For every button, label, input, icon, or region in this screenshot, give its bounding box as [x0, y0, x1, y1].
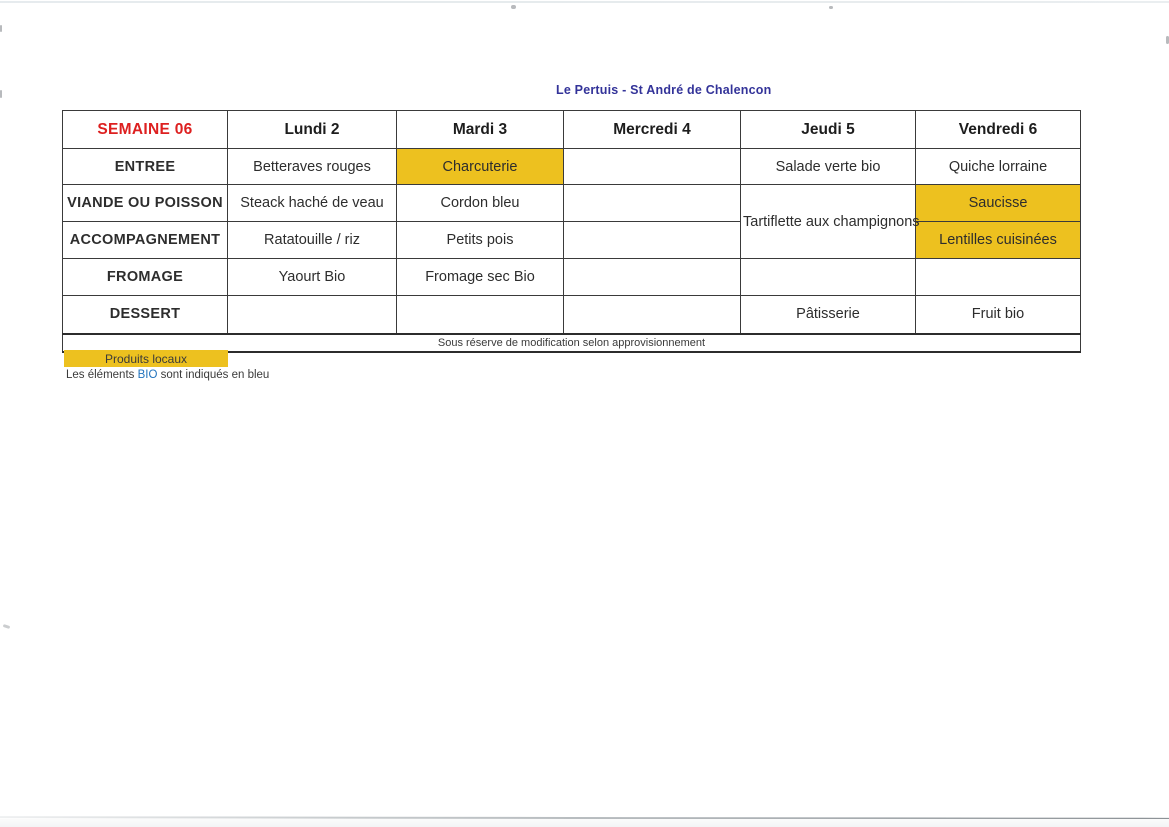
cell-viande-mercredi — [564, 185, 741, 222]
cell-entree-mercredi — [564, 149, 741, 185]
day-header-mardi: Mardi 3 — [397, 111, 564, 149]
cell-dessert-jeudi: Pâtisserie — [741, 296, 916, 334]
scan-speck — [511, 5, 516, 9]
cell-entree-vendredi: Quiche lorraine — [916, 149, 1081, 185]
day-header-mercredi: Mercredi 4 — [564, 111, 741, 149]
legend-bio-note — [66, 369, 269, 381]
scan-speck — [3, 624, 11, 629]
day-header-jeudi: Jeudi 5 — [741, 111, 916, 149]
row-label-accompagnement: ACCOMPAGNEMENT — [63, 222, 228, 259]
cell-jeudi-merged: Tartiflette aux champignons — [741, 185, 916, 259]
row-label-fromage: FROMAGE — [63, 259, 228, 296]
cell-viande-vendredi: Saucisse — [916, 185, 1081, 222]
header-row — [63, 111, 1081, 149]
footer-note-row — [63, 334, 1081, 352]
cell-fromage-vendredi — [916, 259, 1081, 296]
cell-accompagnement-vendredi: Lentilles cuisinées — [916, 222, 1081, 259]
legend-local-label: Produits locaux — [104, 351, 188, 366]
cell-dessert-mercredi — [564, 296, 741, 334]
cell-viande-lundi: Steack haché de veau — [228, 185, 397, 222]
cell-fromage-lundi: Yaourt Bio — [228, 259, 397, 296]
cell-entree-lundi: Betteraves rouges — [228, 149, 397, 185]
cell-accompagnement-lundi: Ratatouille / riz — [228, 222, 397, 259]
row-dessert — [63, 296, 1081, 334]
scan-speck — [0, 90, 2, 98]
cell-fromage-mercredi — [564, 259, 741, 296]
legend-local-bar — [64, 350, 228, 367]
legend-bio-prefix: Les éléments — [66, 369, 138, 381]
footer-note: Sous réserve de modification selon approvisionnement — [63, 334, 1081, 352]
week-label: SEMAINE 06 — [63, 111, 228, 149]
cell-fromage-jeudi — [741, 259, 916, 296]
row-label-viande: VIANDE OU POISSON — [63, 185, 228, 222]
cell-accompagnement-mercredi — [564, 222, 741, 259]
scan-speck — [829, 6, 833, 9]
row-entree — [63, 149, 1081, 185]
row-viande — [63, 185, 1081, 222]
cell-accompagnement-mardi: Petits pois — [397, 222, 564, 259]
cell-viande-mardi: Cordon bleu — [397, 185, 564, 222]
cell-dessert-mardi — [397, 296, 564, 334]
day-header-vendredi: Vendredi 6 — [916, 111, 1081, 149]
cell-dessert-vendredi: Fruit bio — [916, 296, 1081, 334]
scan-top-edge — [0, 1, 1169, 3]
day-header-lundi: Lundi 2 — [228, 111, 397, 149]
cell-fromage-mardi: Fromage sec Bio — [397, 259, 564, 296]
row-label-entree: ENTREE — [63, 149, 228, 185]
cell-entree-mardi: Charcuterie — [397, 149, 564, 185]
menu-table — [62, 110, 1081, 353]
page-title: Le Pertuis - St André de Chalencon — [556, 83, 772, 97]
cell-entree-jeudi: Salade verte bio — [741, 149, 916, 185]
scan-speck — [0, 25, 2, 32]
row-label-dessert: DESSERT — [63, 296, 228, 334]
row-accompagnement — [63, 222, 1081, 259]
bio-word: BIO — [137, 369, 158, 381]
cell-dessert-lundi — [228, 296, 397, 334]
paper-bottom-haze — [0, 819, 1169, 827]
row-fromage — [63, 259, 1081, 296]
legend-bio-suffix: sont indiqués en bleu — [157, 369, 270, 381]
